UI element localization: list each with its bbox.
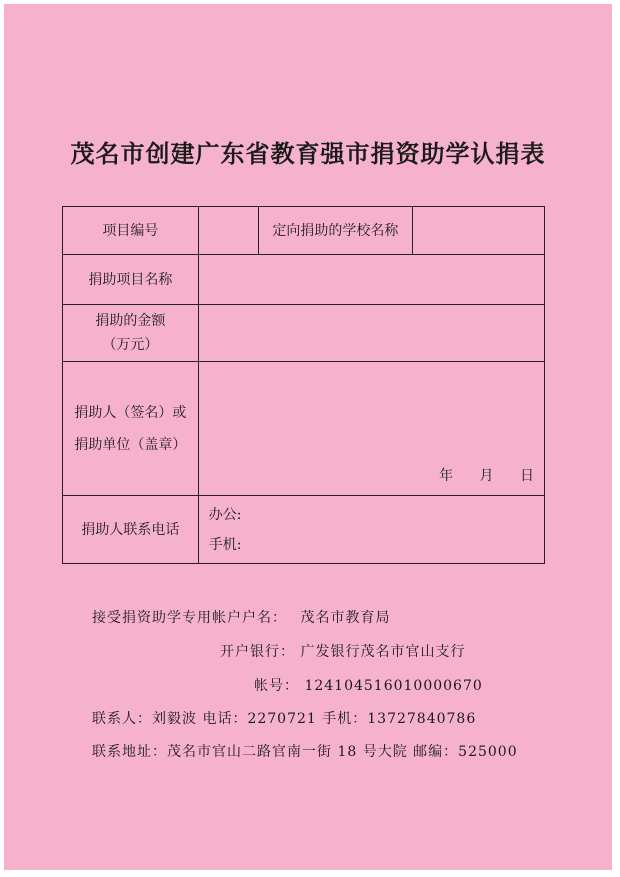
contact-phone-label: 捐助人联系电话 <box>63 496 199 564</box>
project-name-label: 捐助项目名称 <box>63 255 199 305</box>
school-name-field[interactable] <box>413 207 545 255</box>
address-line: 联系地址：茂名市官山二路官南一街 18 号大院 邮编：525000 <box>92 744 518 760</box>
donor-label-line-2: 捐助单位（盖章） <box>74 436 187 453</box>
amount-label-text: 捐助的金额 <box>95 313 166 329</box>
project-name-field[interactable] <box>198 255 544 305</box>
donor-label <box>63 362 199 496</box>
donor-label-line-1: 捐助人（签名）或 <box>74 404 187 421</box>
contact-person-line: 联系人：刘毅波 电话：2270721 手机：13727840786 <box>92 711 477 727</box>
office-phone-label: 办公: <box>208 506 242 523</box>
bank-value: 广发银行茂名市官山支行 <box>300 644 466 660</box>
account-name-label: 接受捐资助学专用帐户户名： <box>92 610 287 626</box>
amount-unit-text: （万元） <box>102 337 159 353</box>
form-title: 茂名市创建广东省教育强市捐资助学认捐表 <box>70 139 546 168</box>
account-number-value: 124104516010000670 <box>304 678 483 694</box>
amount-field[interactable] <box>198 305 544 362</box>
signature-date: 年 月 日 <box>439 468 534 484</box>
contact-phone-field[interactable] <box>198 496 544 564</box>
mobile-phone-label: 手机: <box>208 536 242 553</box>
donor-signature-field[interactable] <box>198 362 544 496</box>
bank-label: 开户银行： <box>220 644 295 660</box>
account-name-value: 茂名市教育局 <box>300 610 391 626</box>
donation-form-table <box>62 206 545 564</box>
bank-line <box>220 641 465 661</box>
account-name-line <box>92 607 390 627</box>
form-sheet <box>4 4 612 870</box>
account-number-line <box>254 675 483 695</box>
project-no-field[interactable] <box>198 207 258 255</box>
project-no-label: 项目编号 <box>63 207 199 255</box>
school-name-label: 定向捐助的学校名称 <box>258 207 413 255</box>
amount-label <box>63 305 199 362</box>
account-number-label: 帐号： <box>254 678 299 694</box>
